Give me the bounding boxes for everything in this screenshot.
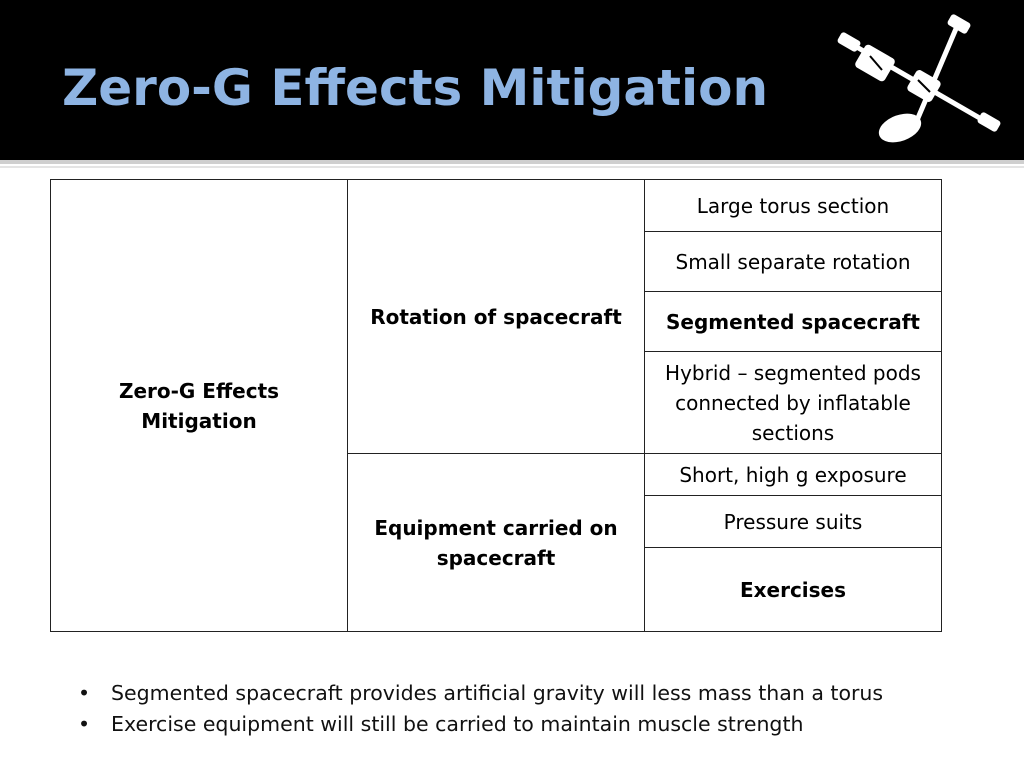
bullet-item bbox=[78, 709, 883, 740]
option-cell-highlight: Segmented spacecraft bbox=[645, 292, 942, 352]
bullet-list bbox=[78, 678, 883, 740]
option-cell-highlight: Exercises bbox=[645, 548, 942, 632]
root-cell: Zero-G Effects Mitigation bbox=[51, 180, 348, 632]
bullet-text: Segmented spacecraft provides artificial gravity will less mass than a torus bbox=[111, 681, 884, 705]
bullet-text: Exercise equipment will still be carried to maintain muscle strength bbox=[111, 712, 804, 736]
satellite-icon bbox=[830, 12, 1010, 152]
header-divider-thin bbox=[0, 166, 1024, 168]
bullet-item bbox=[78, 678, 883, 709]
group-label-equipment: Equipment carried on spacecraft bbox=[348, 454, 645, 632]
option-cell: Hybrid – segmented pods connected by inflatable sections bbox=[645, 352, 942, 454]
bullet-marker: • bbox=[78, 712, 91, 736]
slide-title: Zero-G Effects Mitigation bbox=[62, 59, 769, 117]
header-divider bbox=[0, 160, 1024, 164]
group-label-rotation: Rotation of spacecraft bbox=[348, 180, 645, 454]
bullet-marker: • bbox=[78, 681, 91, 705]
option-cell: Short, high g exposure bbox=[645, 454, 942, 496]
mitigation-table bbox=[50, 179, 942, 632]
option-cell: Pressure suits bbox=[645, 496, 942, 548]
option-cell: Large torus section bbox=[645, 180, 942, 232]
option-cell: Small separate rotation bbox=[645, 232, 942, 292]
